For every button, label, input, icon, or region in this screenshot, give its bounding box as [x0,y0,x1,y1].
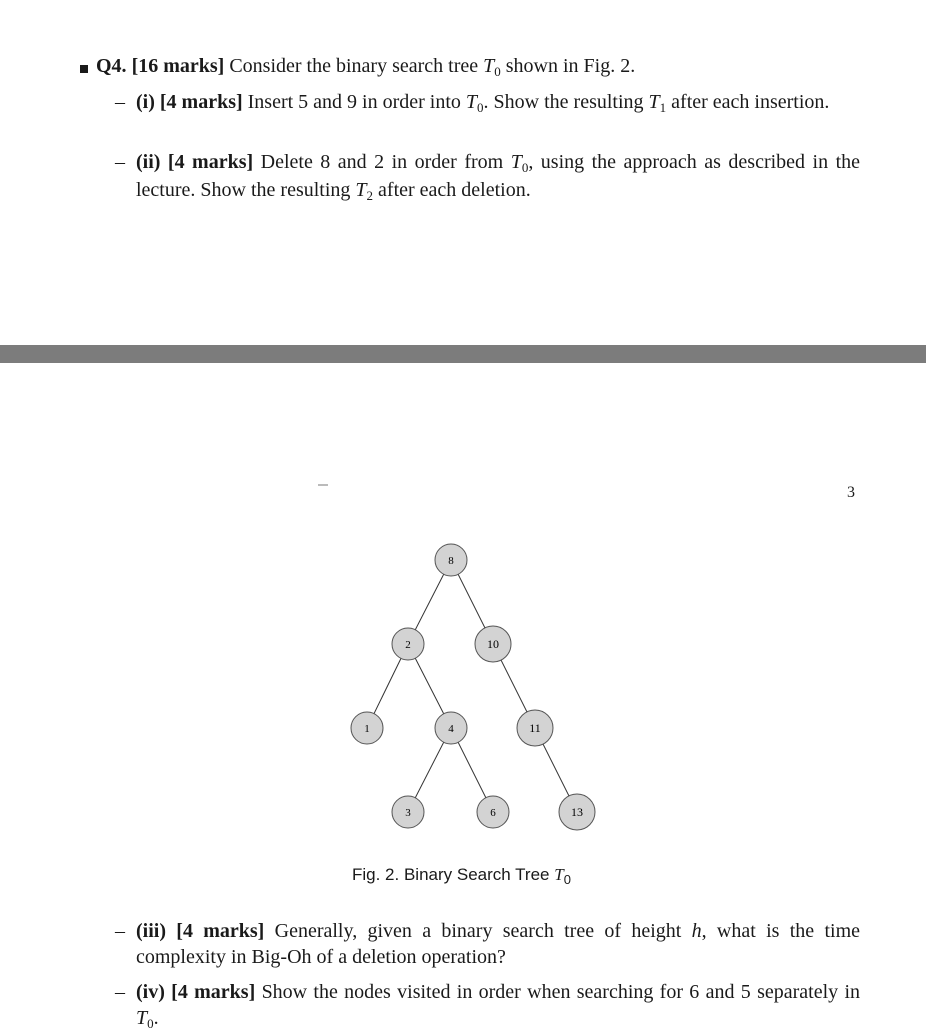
subquestion-label: (ii) [4 marks] [136,151,254,173]
tree-node-1 [351,712,383,744]
subquestion-text: . [153,1007,159,1029]
page-divider [0,345,926,363]
tree-subscript: 0 [563,872,571,887]
tree-node-10 [475,626,511,662]
subquestion-iv [115,979,860,1033]
tree-symbol: T [483,55,495,77]
subquestion-i [115,89,860,117]
svg-text:4: 4 [448,723,454,735]
tree-node-4 [435,712,467,744]
subquestion-text: Generally, given a binary search tree of height [274,920,682,942]
page-top [0,0,926,345]
svg-text:8: 8 [448,555,454,567]
tree-subscript: 0 [494,64,501,79]
svg-text:3: 3 [405,807,411,819]
question-number: Q4. [96,55,127,77]
subquestion-label: (iv) [4 marks] [136,981,256,1003]
tree-subscript: 2 [366,188,374,203]
square-bullet-icon [80,65,88,73]
tree-symbol: T [465,91,478,113]
caption-text: Fig. 2. Binary Search Tree [352,865,550,884]
svg-text:11: 11 [529,721,541,735]
subquestion-text: Show the nodes visited in order when searching for 6 and 5 separately in [261,981,861,1003]
dash-icon: – [115,920,125,942]
tree-symbol: T [554,865,564,884]
svg-text:1: 1 [364,723,370,735]
svg-text:13: 13 [571,805,583,819]
dash-icon: – [115,151,125,173]
tree-subscript: 0 [477,100,484,115]
subquestion-text: . Show the resulting [483,91,644,113]
tree-subscript: 0 [521,160,529,175]
subquestion-iii [115,918,860,970]
subquestion-text: Delete 8 and 2 in order from [260,151,504,173]
tree-symbol: T [355,179,367,201]
subquestion-text: after each deletion. [378,179,531,201]
scan-mark [318,484,328,486]
subquestion-label: (i) [4 marks] [136,91,243,113]
tree-node-8 [435,544,467,576]
subquestion-text: , using the approach as described in the lecture. Show the resulting [136,151,860,201]
svg-text:10: 10 [487,637,499,651]
tree-symbol: T [510,151,522,173]
tree-node-2 [392,628,424,660]
tree-node-13 [559,794,595,830]
tree-node-3 [392,796,424,828]
subquestion-text: , what is the time complexity in Big-Oh of a deletion operation? [136,920,861,968]
svg-text:6: 6 [490,807,496,819]
question-heading [96,53,635,81]
subquestion-ii [115,149,860,205]
dash-icon: – [115,981,125,1003]
page-number: 3 [847,484,855,501]
subquestion-label: (iii) [4 marks] [136,920,265,942]
tree-symbol: T [136,1007,148,1029]
tree-node-11 [517,710,553,746]
tree-node-6 [477,796,509,828]
subquestion-text: Insert 5 and 9 in order into [247,91,461,113]
binary-search-tree-figure [340,540,600,840]
subquestion-text: after each insertion. [671,91,830,113]
tree-subscript: 1 [659,100,667,115]
question-text-end: shown in Fig. 2. [505,55,636,77]
figure-caption [352,863,571,888]
dash-icon: – [115,91,125,113]
height-variable: h [691,920,702,942]
svg-text:2: 2 [405,639,411,651]
tree-subscript: 0 [147,1016,154,1031]
question-marks: [16 marks] [131,55,225,77]
tree-symbol: T [648,91,660,113]
question-text: Consider the binary search tree [229,55,479,77]
